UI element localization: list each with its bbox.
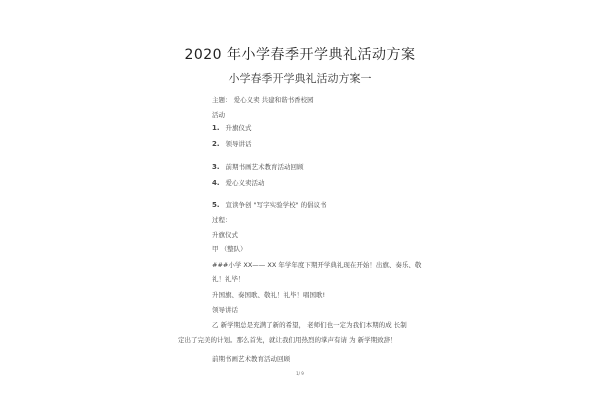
list-item-number: 2. xyxy=(212,140,220,148)
paragraph-1-line-1: ###小学 XX—— XX 年学年度下期开学典礼现在开始！出旗、奏乐、敬 xyxy=(212,261,422,269)
list-item xyxy=(212,201,327,209)
paragraph-2: 升国旗、奏国歌、敬礼！礼毕！唱国歌! xyxy=(212,291,326,299)
process-heading: 过程： xyxy=(212,216,232,224)
list-item-number: 3. xyxy=(212,163,220,171)
list-item xyxy=(212,179,265,187)
paragraph-1-line-2: 礼！礼毕！ xyxy=(212,275,245,283)
list-item-number: 1. xyxy=(212,124,220,132)
page-subtitle: 小学春季开学典礼活动方案一 xyxy=(228,72,372,85)
activity-heading: 活动 xyxy=(212,111,225,119)
list-item-number: 5. xyxy=(212,201,220,209)
paragraph-3-line-2: 定出了完美的计划。那么首先，就让我们用热烈的掌声有请 为 新学期致辞！ xyxy=(178,336,397,344)
paragraph-3-line-1: 乙 新学期总是充满了新的希望， 老师们也一定为我们本期的成 长制 xyxy=(212,321,407,329)
list-item xyxy=(212,163,304,171)
list-item-text: 爱心义卖活动 xyxy=(225,179,265,187)
list-item-text: 宣读争创 "写字实验学校" 的倡议书 xyxy=(225,201,327,209)
flag-ceremony-line: 升旗仪式 xyxy=(212,231,238,239)
review-line: 前期书画艺术教育活动回顾 xyxy=(212,355,290,363)
page-number: 1/ 9 xyxy=(296,371,304,376)
theme-line: 主题： 爱心义卖 共建和谐书香校园 xyxy=(212,96,314,104)
speaker-a-line: 甲 （整队） xyxy=(212,245,247,253)
list-item xyxy=(212,124,252,132)
page-title: 2020 年小学春季开学典礼活动方案 xyxy=(184,47,416,63)
list-item-text: 领导讲话 xyxy=(225,140,252,148)
list-item-text: 前期书画艺术教育活动回顾 xyxy=(225,163,304,171)
list-item xyxy=(212,140,252,148)
list-item-number: 4. xyxy=(212,179,220,187)
list-item-text: 升旗仪式 xyxy=(225,124,252,132)
leader-speech-line: 领导讲话 xyxy=(212,306,238,314)
